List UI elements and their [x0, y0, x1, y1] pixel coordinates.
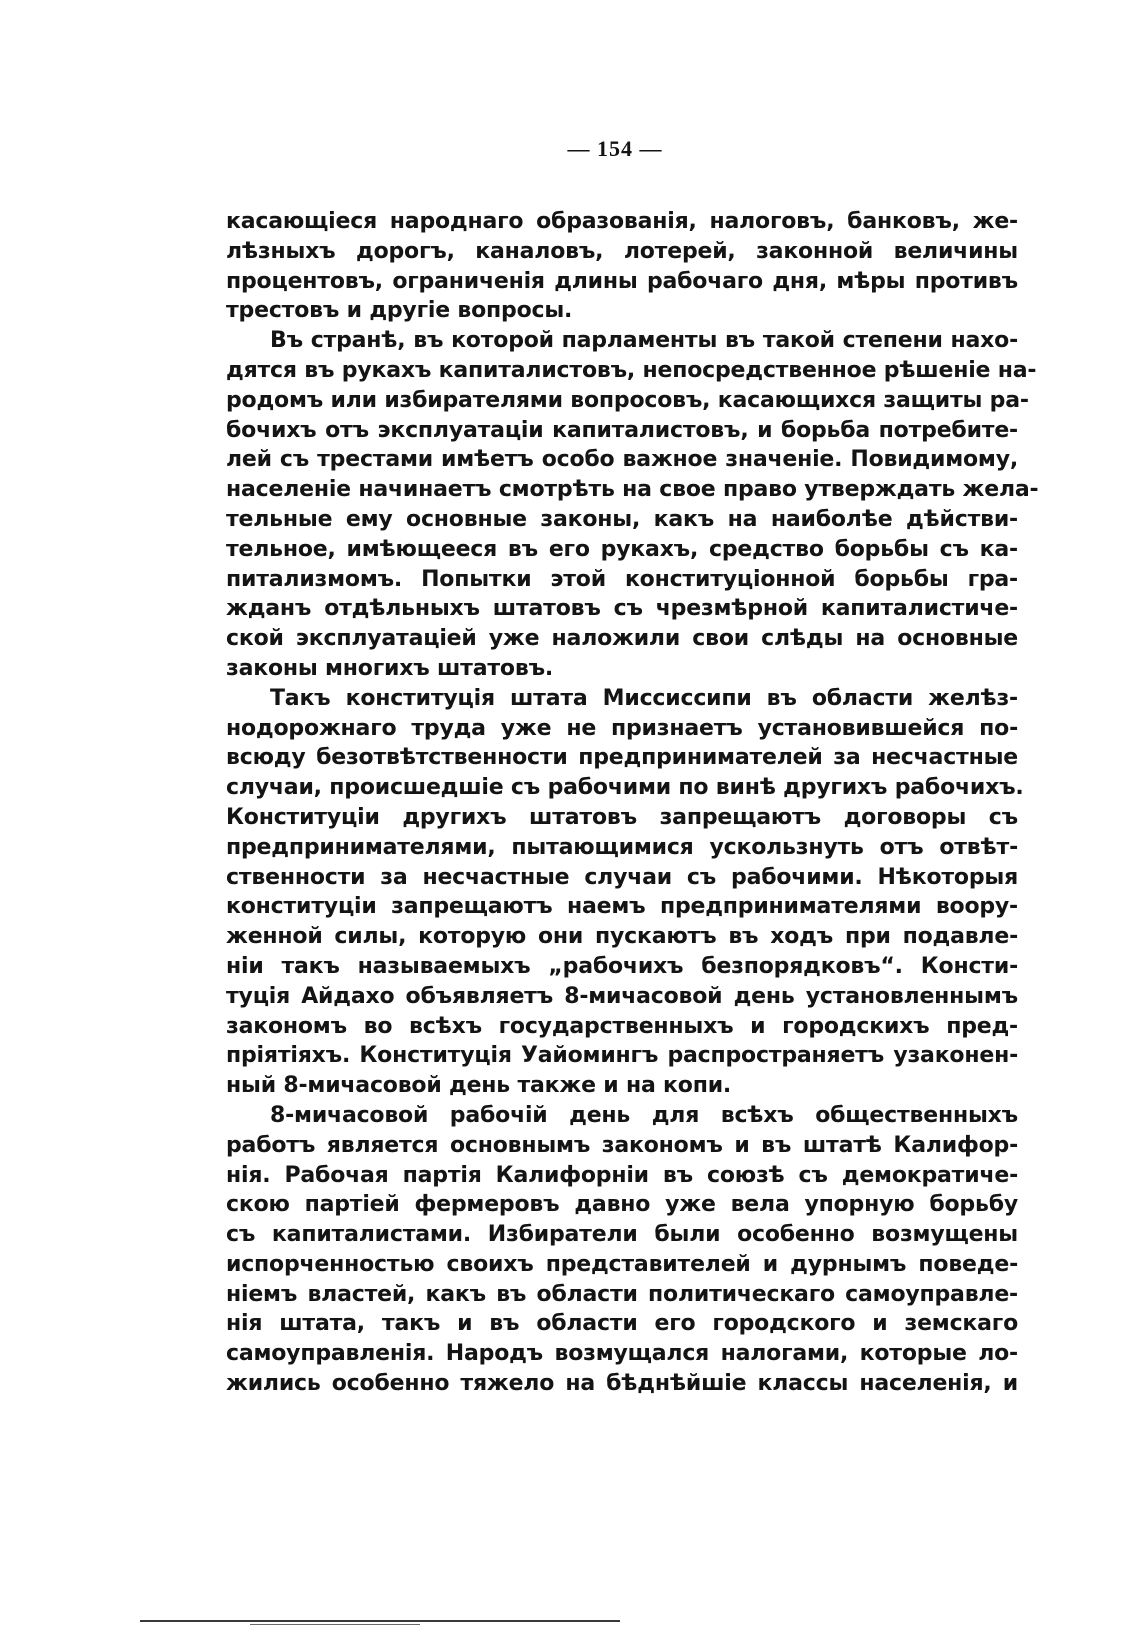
text-line: касающіеся народнаго образованія, налоговъ, банковъ, же-	[226, 209, 1018, 234]
text-line: жились особенно тяжело на бѣднѣйшіе классы населенія, и	[226, 1371, 1018, 1397]
text-line: самоуправленія. Народъ возмущался налогами, которые ло-	[226, 1341, 1018, 1367]
text-line: законы многихъ штатовъ.	[226, 655, 554, 681]
text-line: Конституціи другихъ штатовъ запрещаютъ договоры съ	[226, 804, 1018, 830]
text-line: процентовъ, ограниченія длины рабочаго дня, мѣры противъ	[226, 268, 1018, 294]
rule-line	[250, 1624, 420, 1625]
text-line: родомъ или избирателями вопросовъ, касающихся защиты ра-	[226, 387, 1029, 413]
text-line: дятся въ рукахъ капиталистовъ, непосредственное рѣшеніе на-	[226, 357, 1037, 383]
text-line: лей съ трестами имѣетъ особо важное значеніе. Повидимому,	[226, 447, 1018, 473]
text-line: тельные ему основные законы, какъ на наиболѣе дѣйстви-	[226, 506, 1018, 532]
text-line: предпринимателями, пытающимися ускользнуть отъ отвѣт-	[226, 834, 1018, 860]
text-line: ской эксплуатаціей уже наложили свои слѣды на основные	[226, 626, 1018, 652]
text-line: трестовъ и другіе вопросы.	[226, 298, 573, 324]
text-line: Въ странѣ, въ которой парламенты въ такой степени нахо-	[270, 328, 1018, 354]
text-line: бочихъ отъ эксплуатаціи капиталистовъ, и борьба потребите-	[226, 417, 1018, 443]
text-line: нія. Рабочая партія Калифорніи въ союзѣ съ демократиче-	[226, 1162, 1018, 1188]
text-line: ніи такъ называемыхъ „рабочихъ безпорядковъ“. Консти-	[226, 953, 1018, 979]
text-line: Такъ конституція штата Миссиссипи въ области желѣз-	[270, 685, 1018, 711]
page-number: — 154 —	[567, 136, 663, 161]
text-line: питализмомъ. Попытки этой конституціонной борьбы гра-	[226, 566, 1018, 592]
text-line: 8-мичасовой рабочій день для всѣхъ общественныхъ	[270, 1102, 1018, 1128]
text-line: случаи, происшедшіе съ рабочими по винѣ другихъ рабочихъ.	[226, 775, 1024, 801]
text-line: конституціи запрещаютъ наемъ предпринимателями воору-	[226, 894, 1018, 920]
text-line: лѣзныхъ дорогъ, каналовъ, лотерей, законной величины	[226, 238, 1018, 264]
body-text	[226, 207, 1039, 1399]
text-line: жданъ отдѣльныхъ штатовъ съ чрезмѣрной капиталистиче-	[226, 596, 1018, 622]
text-line: съ капиталистами. Избиратели были особенно возмущены	[226, 1222, 1018, 1248]
text-line: тельное, имѣющееся въ его рукахъ, средство борьбы съ ка-	[226, 536, 1018, 562]
text-line: испорченностью своихъ представителей и дурнымъ поведе-	[226, 1251, 1018, 1277]
text-line: нодорожнаго труда уже не признаетъ установившейся по-	[226, 715, 1018, 741]
text-line: населеніе начинаетъ смотрѣть на свое право утверждать жела-	[226, 477, 1039, 503]
text-line: скою партіей фермеровъ давно уже вела упорную борьбу	[226, 1192, 1018, 1218]
text-line: работъ является основнымъ закономъ и въ штатѣ Калифор-	[226, 1132, 1018, 1158]
text-line: нія штата, такъ и въ области его городского и земскаго	[226, 1311, 1018, 1337]
text-line: туція Айдахо объявляетъ 8-мичасовой день установленнымъ	[226, 983, 1018, 1009]
text-line: ный 8-мичасовой день также и на копи.	[226, 1073, 732, 1099]
text-line: всюду безотвѣтственности предпринимателей за несчастные	[226, 745, 1018, 771]
text-line: ніемъ властей, какъ въ области политическаго самоуправле-	[226, 1281, 1018, 1307]
text-line: закономъ во всѣхъ государственныхъ и городскихъ пред-	[226, 1013, 1018, 1039]
text-line: ственности за несчастные случаи съ рабочими. Нѣкоторыя	[226, 864, 1018, 890]
rule-line	[140, 1620, 620, 1622]
scan-edge-rule	[140, 1620, 640, 1626]
text-line: женной силы, которую они пускаютъ въ ходъ при подавле-	[226, 924, 1018, 950]
text-line: пріятіяхъ. Конституція Уайомингъ распространяетъ узаконен-	[226, 1043, 1018, 1069]
